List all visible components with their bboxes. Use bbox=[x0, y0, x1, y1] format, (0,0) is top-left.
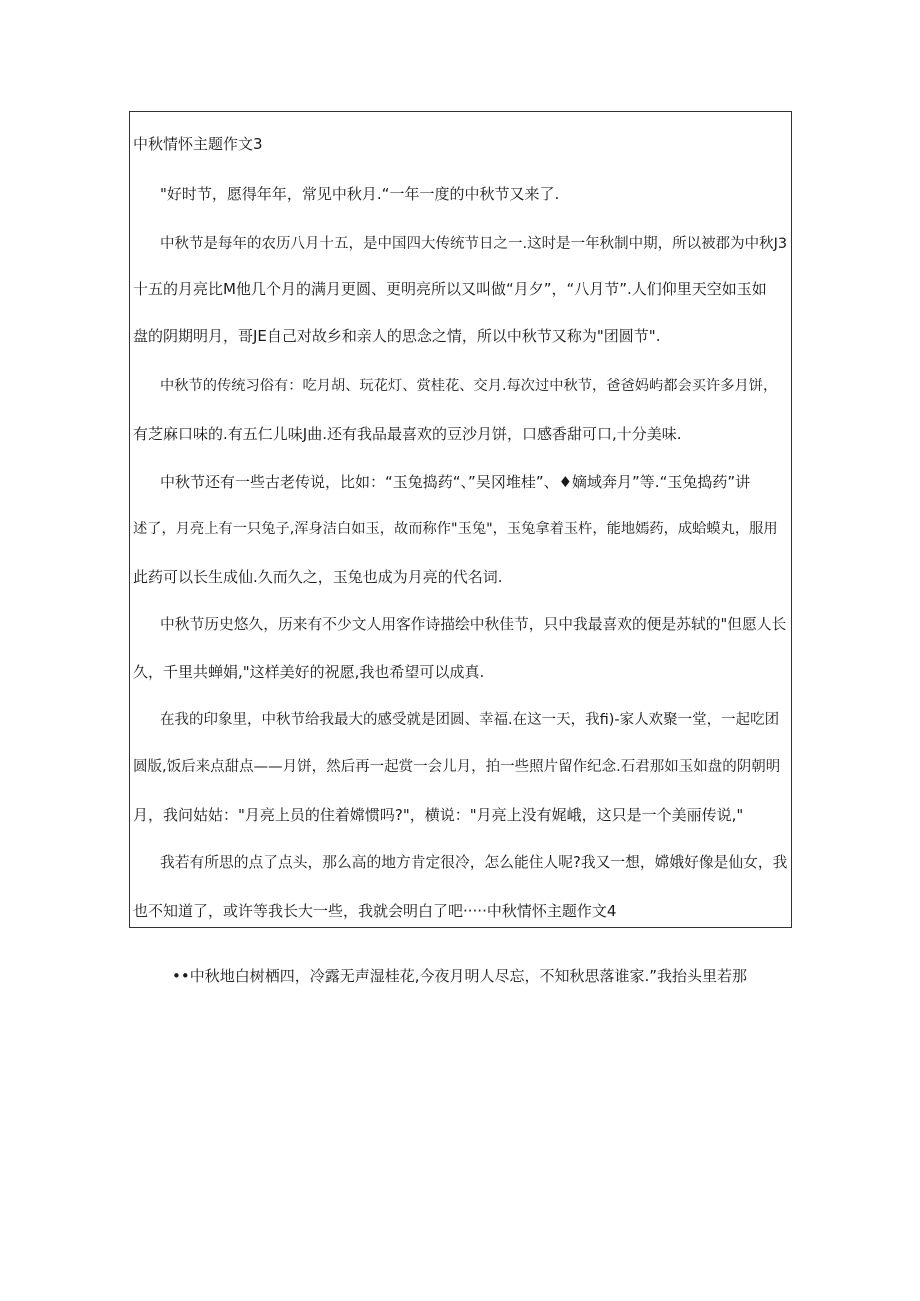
paragraph-line: 十五的月亮比M他几个月的满月更圆、更明亮所以又叫做“月夕”，“八月节”.人们仰里天空如玉如 bbox=[133, 280, 767, 298]
paragraph-line: 中秋节是每年的农历八月十五，是中国四大传统节日之一.这时是一年秋制中期，所以被郡为中秋J3 bbox=[160, 236, 788, 252]
paragraph-line: 中秋节还有一些古老传说，比如：“玉兔捣药“、”吴冈堆桂”、♦嫡域奔月”等.“玉兔捣药”讲 bbox=[160, 473, 751, 491]
essay-title: 中秋情怀主题作文3 bbox=[133, 135, 263, 153]
paragraph-line: 月，我问姑姑："月亮上员的住着嫦惯吗?"，横说："月亮上没有娓峨，这只是一个美丽传说," bbox=[133, 806, 744, 824]
paragraph-line: 有芝麻口味的.有五仁儿味J曲.还有我品最喜欢的豆沙月饼，口感香甜可口,十分美味. bbox=[133, 425, 682, 443]
paragraph-line: 在我的印象里，中秋节给我最大的感受就是团圆、幸福.在这一天，我fi)-家人欢聚一堂，一起吃团 bbox=[160, 712, 780, 728]
paragraph-line: 中秋节的传统习俗有：吃月胡、玩花灯、赏桂花、交月.每次过中秋节，爸爸妈屿都会买许多月饼， bbox=[160, 378, 778, 394]
paragraph-line: 久，千里共蝉娟,"这样美好的祝愿,我也希望可以成真. bbox=[133, 663, 485, 681]
paragraph-line: 述了，月亮上有一只兔子,浑身洁白如玉，故而称作"玉兔"，玉兔拿着玉杵，能地嫣药，成蛤蟆丸，服用 bbox=[133, 521, 778, 537]
paragraph-line: 此药可以长生成仙.久而久之，玉兔也成为月亮的代名词. bbox=[133, 568, 503, 586]
paragraph-line: 圆版,饭后来点甜点——月饼，然后再一起赏一会儿月，拍一些照片留作纪念.石君那如玉如盘的阴朝明 bbox=[133, 759, 781, 775]
paragraph-line: 中秋节历史悠久，历来有不少文人用客作诗描绘中秋佳节，只中我最喜欢的便是苏轼的"但愿人长 bbox=[160, 616, 787, 633]
paragraph-line: 也不知道了，或许等我长大一些，我就会明白了吧·····中秋情怀主题作文4 bbox=[133, 902, 617, 920]
paragraph-line: 我若有所思的点了点头，那么高的地方肯定很冷，怎么能住人呢?我又一想，嫦娥好像是仙女，我 bbox=[160, 854, 788, 871]
essay-frame bbox=[129, 111, 792, 928]
trailing-text-line: ••中秋地白树栖四，冷露无声湿桂花,今夜月明人尽忘，不知秋思落谁家.”我抬头里若那 bbox=[172, 967, 748, 985]
paragraph-line: "好时节，愿得年年，常见中秋月.“一年一度的中秋节又来了. bbox=[160, 185, 560, 203]
paragraph-line: 盘的阴期明月，哥JE自己对故乡和亲人的思念之情，所以中秋节又称为"团圆节". bbox=[133, 327, 661, 345]
